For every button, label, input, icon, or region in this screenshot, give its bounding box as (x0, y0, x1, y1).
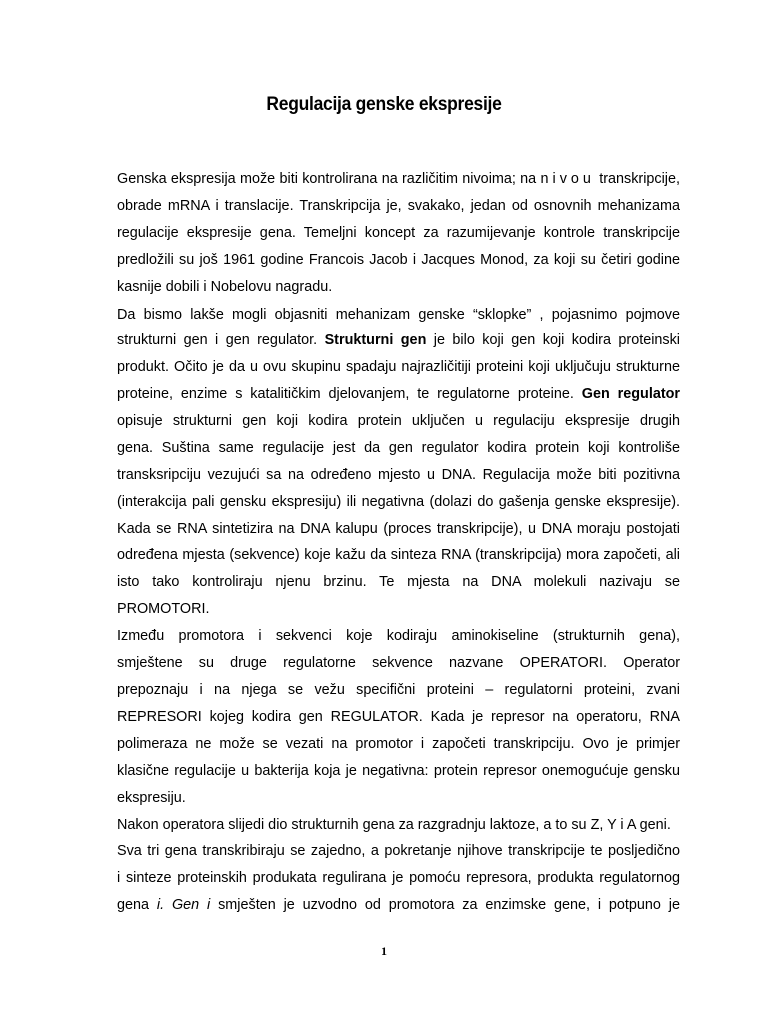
text-run: transkripcije, (599, 171, 680, 187)
text-line-19: smještene su druge regulatorne sekvence nazvane OPERATORI. Operator (117, 655, 680, 671)
bold-term: Strukturni gen (324, 332, 427, 348)
text-line-2: obrade mRNA i translacije. Transkripcija je, svakako, jedan od osnovnih mehanizama (117, 198, 680, 214)
text-line-14: Kada se RNA sintetizira na DNA kalupu (proces transkripcije), u DNA moraju postojati (117, 521, 680, 537)
text-line-26: Sva tri gena transkribiraju se zajedno, a pokretanje njihove transkripcije te posljedično (117, 843, 680, 859)
spaced-word: nivou (540, 171, 595, 187)
text-run: gena (117, 897, 150, 913)
text-run: strukturni gen i gen regulator. (117, 332, 318, 348)
text-line-12: transksripciju vezujući sa na određeno mjesto u DNA. Regulacija može biti pozitivna (117, 467, 680, 483)
text-line-22: polimeraza ne može se vezati na promotor i započeti transkripciju. Ovo je primjer (117, 736, 680, 752)
text-line-8: produkt. Očito je da u ovu skupinu spadaju najrazličitiji proteini koji uključuju strukturne (117, 359, 680, 375)
italic-term: i. Gen i (156, 897, 211, 913)
text-run: proteine, enzime s katalitičkim djelovanjem, te regulatorne proteine. (117, 386, 574, 402)
text-line-18: Između promotora i sekvenci koje kodiraju aminokiseline (strukturnih gena), (117, 628, 680, 644)
text-line-21: REPRESORI kojeg kodira gen REGULATOR. Kada je represor na operatoru, RNA (117, 709, 680, 725)
text-line-20: prepoznaju i na njega se vežu specifični proteini – regulatorni proteini, zvani (117, 682, 680, 698)
text-line-15: određena mjesta (sekvence) koje kažu da sinteza RNA (transkripcija) mora započeti, ali (117, 547, 680, 563)
text-run: Genska ekspresija može biti kontrolirana na različitim nivoima; na (117, 171, 537, 187)
text-line-5: kasnije dobili i Nobelovu nagradu. (117, 279, 333, 295)
bold-term: Gen regulator (581, 386, 680, 402)
text-line-4: predložili su još 1961 godine Francois Jacob i Jacques Monod, za koji su četiri godine (117, 252, 680, 268)
text-line-16: isto tako kontroliraju njenu brzinu. Te mjesta na DNA molekuli nazivaju se (117, 574, 680, 590)
text-line-1 (117, 170, 680, 188)
document-title: Regulacija genske ekspresije (266, 94, 502, 115)
text-line-3: regulacije ekspresije gena. Temeljni koncept za razumijevanje kontrole transkripcije (117, 225, 680, 241)
text-line-25: Nakon operatora slijedi dio strukturnih gena za razgradnju laktoze, a to su Z, Y i A geni. (117, 817, 671, 833)
text-line-28 (117, 896, 680, 914)
text-line-27: i sinteze proteinskih produkata regulirana je pomoću represora, produkta regulatornog (117, 870, 680, 886)
text-line-10: opisuje strukturni gen koji kodira protein uključen u regulaciju ekspresije drugih (117, 413, 680, 429)
page-number: 1 (381, 944, 387, 958)
text-run: je bilo koji gen koji kodira proteinski (433, 332, 680, 348)
text-run: smješten je uzvodno od promotora za enzimske gene, i potpuno je (218, 897, 680, 913)
text-line-23: klasične regulacije u bakterija koja je negativna: protein represor onemogućuje gensku (117, 763, 680, 779)
text-line-9 (117, 385, 680, 403)
text-line-24: ekspresiju. (117, 790, 186, 806)
text-line-17: PROMOTORI. (117, 601, 210, 617)
text-line-13: (interakcija pali gensku ekspresiju) ili negativna (dolazi do gašenja genske ekspresije). (117, 494, 680, 510)
text-line-6: Da bismo lakše mogli objasniti mehanizam genske “sklopke” , pojasnimo pojmove (117, 307, 680, 323)
text-line-7 (117, 331, 680, 349)
text-line-11: gena. Suština same regulacije jest da gen regulator kodira protein koji kontroliše (117, 440, 680, 456)
